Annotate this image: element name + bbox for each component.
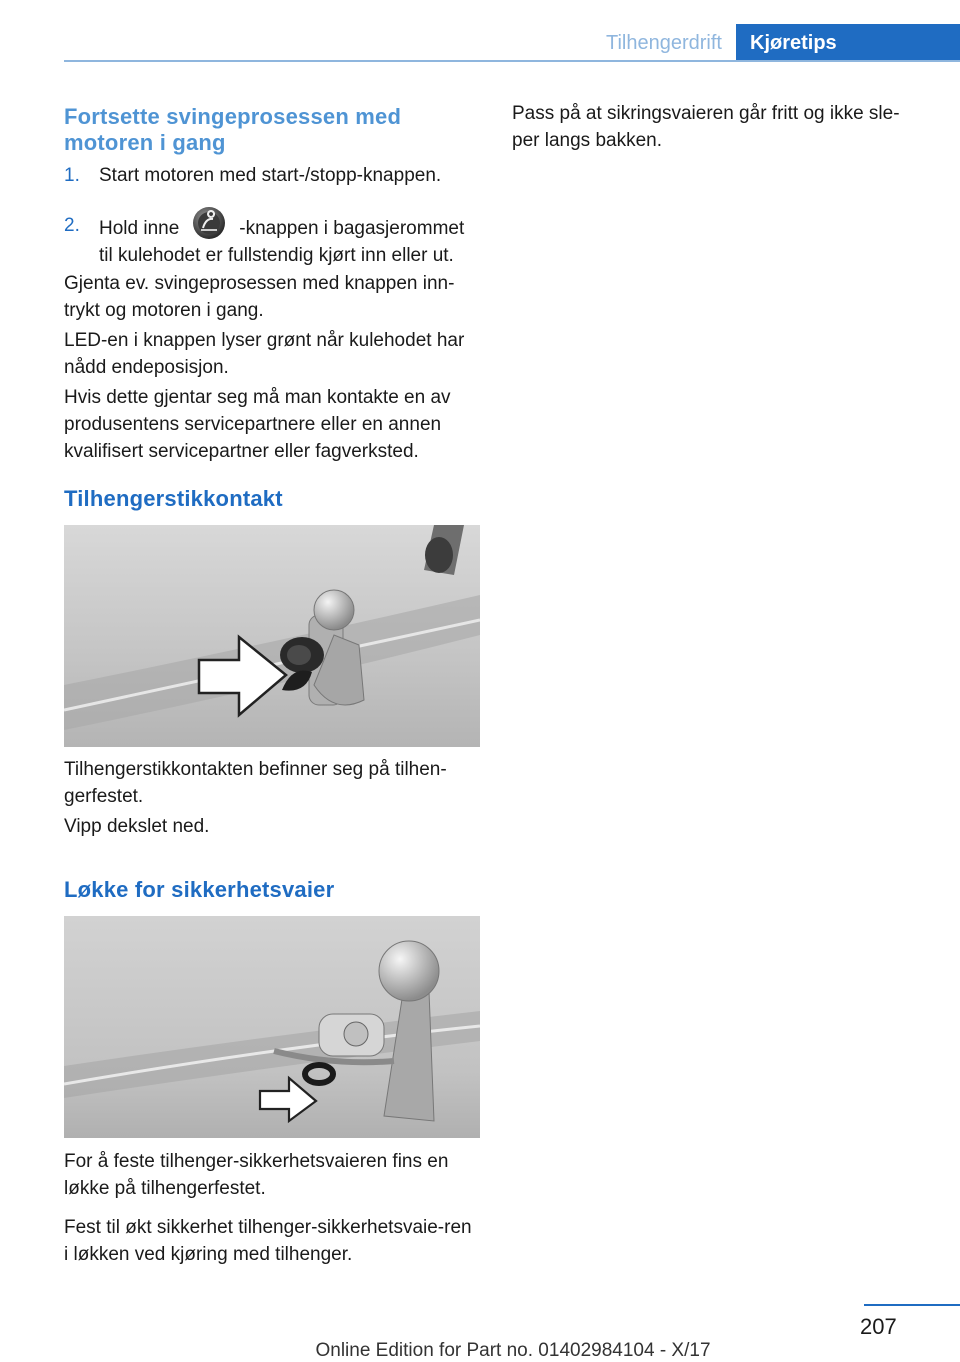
header-rule xyxy=(64,60,960,62)
header-chapter-tab: Kjøretips xyxy=(736,24,960,62)
paragraph-cable-clearance: Pass på at sikringsvaieren går fritt og ikke sle-per langs bakken. xyxy=(512,103,900,151)
step-text: Start motoren med start-/stopp-knappen. xyxy=(99,165,442,186)
heading-safety-cable-loop: Løkke for sikkerhetsvaier xyxy=(64,877,335,902)
heading-swing-engine-running: Fortsette svingeprosessen med motoren i gang xyxy=(64,104,402,155)
footer-rule xyxy=(864,1304,960,1306)
footer-edition xyxy=(0,1340,960,1362)
heading-trailer-socket: Tilhengerstikkontakt xyxy=(64,486,283,511)
paragraph-contact-service: Hvis dette gjentar seg må man kontakte en av produsentens servicepartnere eller en annen kvalifisert servicepartner eller fagverksted. xyxy=(64,387,451,462)
step-text-after-icon: -knappen i bagasjerommet til kulehodet er fullstendig kjørt inn eller ut. xyxy=(99,218,465,266)
tow-hitch-button-icon xyxy=(189,212,229,242)
paragraph-socket-location: Tilhengerstikkontakten befinner seg på tilhen-gerfestet. xyxy=(64,759,447,807)
step-number: 2. xyxy=(64,215,80,236)
illustration-trailer-socket xyxy=(64,525,480,747)
step-text xyxy=(99,212,480,269)
page-number: 207 xyxy=(860,1314,897,1339)
footer-edition-text: Online Edition for Part no. 01402984104 - X/17 xyxy=(315,1340,711,1361)
paragraph-loop-attach: Fest til økt sikkerhet tilhenger-sikkerhetsvaie-ren i løkken ved kjøring med tilhenger. xyxy=(64,1217,472,1265)
paragraph-socket-cover: Vipp dekslet ned. xyxy=(64,816,210,837)
header-section-tab: Tilhengerdrift xyxy=(606,32,722,54)
paragraph-led: LED-en i knappen lyser grønt når kulehodet har nådd endeposisjon. xyxy=(64,330,465,378)
paragraph-repeat: Gjenta ev. svingeprosessen med knappen inn-trykt og motoren i gang. xyxy=(64,273,455,321)
illustration-safety-cable-loop xyxy=(64,916,480,1138)
paragraph-loop-location: For å feste tilhenger-sikkerhetsvaieren fins en løkke på tilhengerfestet. xyxy=(64,1151,449,1199)
step-text-before-icon: Hold inne xyxy=(99,218,180,239)
step-number: 1. xyxy=(64,165,80,186)
